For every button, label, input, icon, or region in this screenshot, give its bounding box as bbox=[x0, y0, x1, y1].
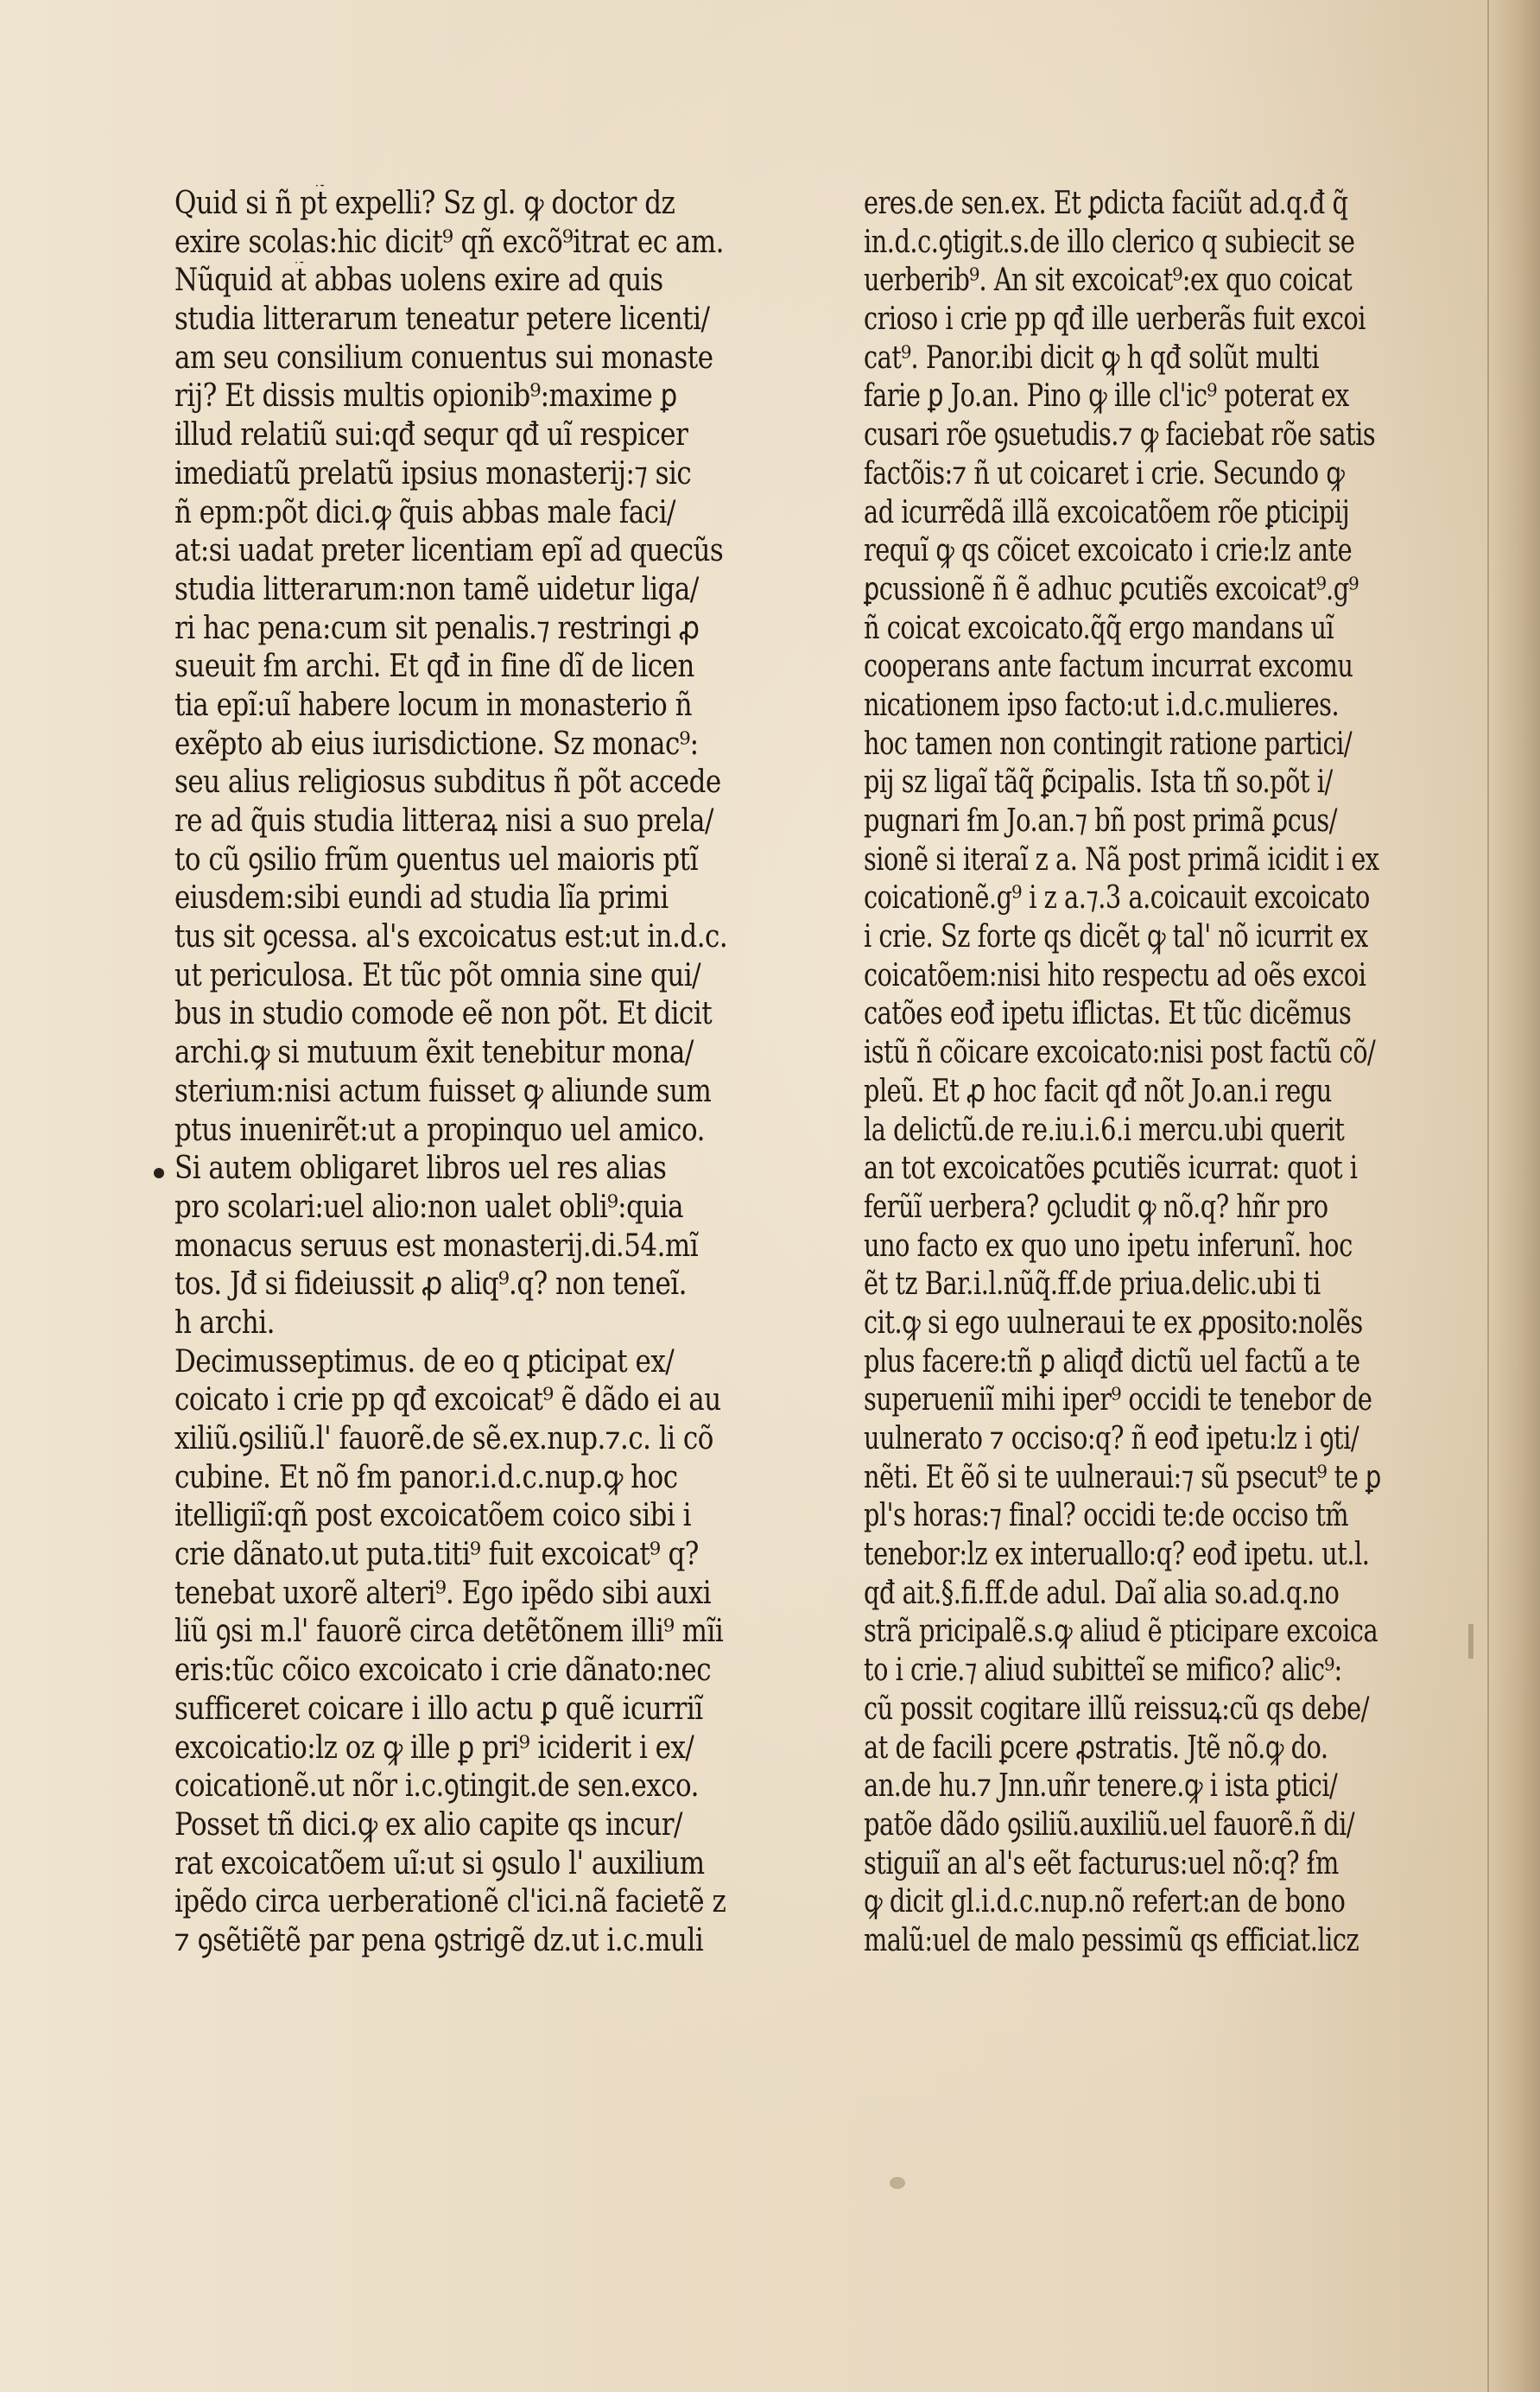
text-line: eris:tũc cõico excoicato i crie dãnato:nec bbox=[174, 1653, 712, 1689]
text-line: cũ possit cogitare illũ reissuꝝ:cũ qs debe/ bbox=[864, 1691, 1369, 1727]
text-line: coicatõem:nisi hito respectu ad oẽs excoi bbox=[864, 957, 1366, 993]
text-line: crie dãnato.ut puta.titi⁹ fuit excoicat⁹ q? bbox=[174, 1537, 699, 1573]
text-line: to i crie.⁊ aliud subitteĩ se mifico? alic⁹: bbox=[864, 1653, 1342, 1689]
text-line: Posset tñ dici.ꝙ ex alio capite qs incur/ bbox=[174, 1806, 682, 1843]
text-line: malũ:uel de malo pessimũ qs efficiat.licz bbox=[864, 1922, 1359, 1958]
text-line: cooperans ante factum incurrat excomu bbox=[864, 649, 1353, 685]
text-line: exẽpto ab eius iurisdictione. Sz monac⁹: bbox=[174, 726, 699, 762]
text-line: h archi. bbox=[174, 1304, 275, 1341]
text-line: qđ ait.§.fi.ff.de adul. Daĩ alia so.ad.q.no bbox=[864, 1575, 1340, 1611]
text-line: sueuit ẜm archi. Et qđ in fine dĩ de licen bbox=[174, 649, 694, 685]
text-line: i crie. Sz forte qs dicẽt ꝙ tal' nõ icurrit ex bbox=[864, 919, 1368, 955]
text-line: eres.de sen.ex. Et ꝑdicta faciũt ad.q.đ q̃ bbox=[864, 186, 1348, 221]
text-line: studia litterarum:non tamẽ uidetur liga/ bbox=[174, 571, 699, 607]
text-line: sterium:nisi actum fuisset ꝙ aliunde sum bbox=[174, 1073, 712, 1109]
text-line: pro scolari:uel alio:non ualet obli⁹:quia bbox=[174, 1189, 684, 1225]
text-line: to cũ ꝯsilio frũm ꝯuentus uel maioris ptĩ bbox=[174, 841, 698, 878]
text-line: uno facto ex quo uno ipetu inferunĩ. hoc bbox=[864, 1228, 1353, 1264]
right-text-column bbox=[864, 185, 1529, 1961]
text-line: ẽt tz Bar.i.l.nũq̃.ff.de priua.delic.ubi ti bbox=[864, 1266, 1321, 1303]
text-line: strã pricipalẽ.s.ꝙ aliud ẽ pticipare excoica bbox=[864, 1614, 1378, 1650]
text-line: xiliũ.ꝯsiliũ.l' fauorẽ.de sẽ.ex.nup.⁊.c. li cõ bbox=[174, 1421, 713, 1456]
text-line: studia litterarum teneatur petere licenti/ bbox=[174, 301, 710, 338]
text-line: illud relatiũ sui:qđ sequr qđ uĩ respicer bbox=[174, 417, 688, 454]
text-line: pl's horas:⁊ final? occidi te:de occiso tm̃ bbox=[864, 1498, 1349, 1534]
text-line: ñ coicat excoicato.q̃q̃ ergo mandans uĩ bbox=[864, 610, 1334, 646]
text-line: ri hac pena:cum sit penalis.⁊ restringi ꝓ bbox=[174, 610, 700, 646]
text-line: an tot excoicatões ꝑcutiẽs icurrat: quot i bbox=[864, 1151, 1358, 1187]
text-line: pleũ. Et ꝓ hoc facit qđ nõt Jo.an.i regu bbox=[864, 1073, 1332, 1109]
text-line: an.de hu.⁊ Jnn.uñr tenere.ꝙ i ista ꝑtici/ bbox=[864, 1768, 1338, 1805]
text-line: plus facere:tñ ꝑ aliqđ dictũ uel factũ a te bbox=[864, 1343, 1360, 1380]
text-line: crioso i crie pp qđ ille uerberãs fuit excoi bbox=[864, 301, 1366, 338]
text-line: tenebat uxorẽ alteri⁹. Ego ipẽdo sibi auxi bbox=[174, 1575, 712, 1611]
text-line: stiguiĩ an al's eẽt facturus:uel nõ:q? ẜm bbox=[864, 1845, 1339, 1881]
text-line: ptus inuenirẽt:ut a propinquo uel amico. bbox=[174, 1112, 705, 1148]
text-line: Quid si ñ pt̃ expelli? Sz gl. ꝙ doctor dz bbox=[174, 186, 675, 221]
text-line: rij? Et dissis multis opionib⁹:maxime ꝑ bbox=[174, 378, 677, 415]
text-line: cat⁹. Panor.ibi dicit ꝙ h qđ solũt multi bbox=[864, 339, 1320, 376]
paper-stain bbox=[1468, 1624, 1473, 1659]
text-line: cit.ꝙ si ego uulneraui te ex ꝓposito:nolẽs bbox=[864, 1304, 1363, 1341]
text-line: Si autem obligaret libros uel res alias bbox=[174, 1151, 667, 1187]
text-line: ꝑcussionẽ ñ ẽ adhuc ꝑcutiẽs excoicat⁹.g⁹ bbox=[864, 571, 1359, 607]
text-line: ꝙ dicit gl.i.d.c.nup.nõ refert:an de bono bbox=[864, 1884, 1346, 1920]
text-line: liũ ꝯsi m.l' fauorẽ circa detẽtõnem illi⁹ mĩi bbox=[174, 1614, 724, 1650]
text-line: factõis:⁊ ñ ut coicaret i crie. Secundo ꝙ bbox=[864, 455, 1345, 492]
text-line: uulnerato ⁊ occiso:q? ñ eođ ipetu:lz i ꝯti/ bbox=[864, 1421, 1359, 1456]
text-line: eiusdem:sibi eundi ad studia lĩa primi bbox=[174, 880, 669, 917]
text-line: tos. Jđ si fideiussit ꝓ aliq⁹.q? non teneĩ. bbox=[174, 1266, 688, 1303]
paper-stain bbox=[890, 2177, 905, 2189]
text-line: ñ epm:põt dici.ꝙ q̃uis abbas male faci/ bbox=[174, 494, 675, 530]
text-line: superueniĩ mihi iper⁹ occidi te tenebor de bbox=[864, 1382, 1372, 1418]
text-line: ⁊ ꝯsẽtiẽtẽ par pena ꝯstrigẽ dz.ut i.c.muli bbox=[174, 1922, 704, 1958]
text-line: sionẽ si iteraĩ z a. Nã post primã icidit i ex bbox=[864, 841, 1379, 878]
text-line: ad icurrẽdã illã excoicatõem rõe ꝑticipij bbox=[864, 494, 1350, 530]
text-line: coicationẽ.ut nõr i.c.ꝯtingit.de sen.exco. bbox=[174, 1768, 699, 1805]
text-line: sufficeret coicare i illo actu ꝑ quẽ icurriĩ bbox=[174, 1691, 703, 1727]
text-line: ferũĩ uerbera? ꝯcludit ꝙ nõ.q? hñr pro bbox=[864, 1189, 1328, 1225]
text-line: istũ ñ cõicare excoicato:nisi post factũ cõ/ bbox=[864, 1035, 1376, 1071]
text-line: cusari rõe ꝯsuetudis.⁊ ꝙ faciebat rõe satis bbox=[864, 417, 1376, 454]
text-line: requĩ ꝙ qs cõicet excoicato i crie:lz ante bbox=[864, 533, 1353, 569]
text-line: pij sz ligaĩ tãq̃ ꝑ̃cipalis. Ista tñ so.põt i/ bbox=[864, 765, 1333, 801]
text-line: at de facili ꝑcere ꝓstratis. Jtẽ nõ.ꝙ do. bbox=[864, 1729, 1328, 1766]
text-line: itelligiĩ:qñ post excoicatõem coico sibi i bbox=[174, 1498, 692, 1534]
text-line: seu alius religiosus subditus ñ põt accede bbox=[174, 765, 721, 801]
text-line: farie ꝑ Jo.an. Pino ꝙ ille cl'ic⁹ poterat ex bbox=[864, 378, 1349, 415]
text-line: nicationem ipso facto:ut i.d.c.mulieres. bbox=[864, 687, 1340, 723]
text-line: rat excoicatõem uĩ:ut si ꝯsulo l' auxilium bbox=[174, 1845, 705, 1881]
text-line: ut periculosa. Et tũc põt omnia sine qui/ bbox=[174, 957, 701, 993]
text-line: coicationẽ.g⁹ i z a.⁊.3 a.coicauit excoicato bbox=[864, 880, 1370, 917]
text-line: Decimusseptimus. de eo q ꝑticipat ex/ bbox=[174, 1343, 675, 1380]
text-line: catões eođ ipetu iflictas. Et tũc dicẽmus bbox=[864, 996, 1352, 1032]
text-line: la delictũ.de re.iu.i.6.i mercu.ubi querit bbox=[864, 1112, 1345, 1148]
text-line: am seu consilium conuentus sui monaste bbox=[174, 339, 713, 376]
text-line: imediatũ prelatũ ipsius monasterij:⁊ sic bbox=[174, 455, 692, 492]
text-line: hoc tamen non contingit ratione partici/ bbox=[864, 726, 1353, 762]
text-line: bus in studio comode eẽ non põt. Et dicit bbox=[174, 996, 713, 1032]
text-line: patõe dãdo ꝯsiliũ.auxiliũ.uel fauorẽ.ñ di/ bbox=[864, 1806, 1355, 1843]
text-line: exire scolas:hic dicit⁹ qñ excõ⁹itrat ec am. bbox=[174, 224, 724, 260]
text-line: tus sit ꝯcessa. al's excoicatus est:ut in.d.c. bbox=[174, 919, 728, 955]
text-line: archi.ꝙ si mutuum ẽxit tenebitur mona/ bbox=[174, 1035, 694, 1071]
text-line: nẽti. Et ẽõ si te uulneraui:⁊ sũ psecut⁹ te ꝑ bbox=[864, 1459, 1381, 1495]
text-line: cubine. Et nõ ẜm panor.i.d.c.nup.ꝙ hoc bbox=[174, 1459, 678, 1495]
left-text-column bbox=[174, 185, 840, 1961]
text-line: uerberib⁹. An sit excoicat⁹:ex quo coicat bbox=[864, 263, 1353, 299]
text-line: monacus seruus est monasterij.di.54.mĩ bbox=[174, 1228, 699, 1264]
text-line: in.d.c.ꝯtigit.s.de illo clerico q subiecit se bbox=[864, 224, 1355, 260]
text-line: Nũquid at̃ abbas uolens exire ad quis bbox=[174, 263, 663, 299]
text-line: tia epĩ:uĩ habere locum in monasterio ñ bbox=[174, 687, 693, 723]
text-line: at:si uadat preter licentiam epĩ ad quecũs bbox=[174, 533, 724, 569]
text-line: tenebor:lz ex interuallo:q? eođ ipetu. ut.l. bbox=[864, 1537, 1370, 1573]
text-line: ipẽdo circa uerberationẽ cl'ici.nã facietẽ z bbox=[174, 1884, 726, 1920]
text-line: coicato i crie pp qđ excoicat⁹ ẽ dãdo ei au bbox=[174, 1382, 721, 1418]
text-line: pugnari ẜm Jo.an.⁊ bñ post primã ꝑcus/ bbox=[864, 803, 1337, 839]
text-line: re ad q̃uis studia litteraꝝ nisi a suo prela/ bbox=[174, 803, 713, 839]
marginal-ink-mark bbox=[154, 1168, 164, 1178]
text-line: excoicatio:lz oz ꝙ ille ꝑ pri⁹ iciderit i ex/ bbox=[174, 1729, 694, 1766]
